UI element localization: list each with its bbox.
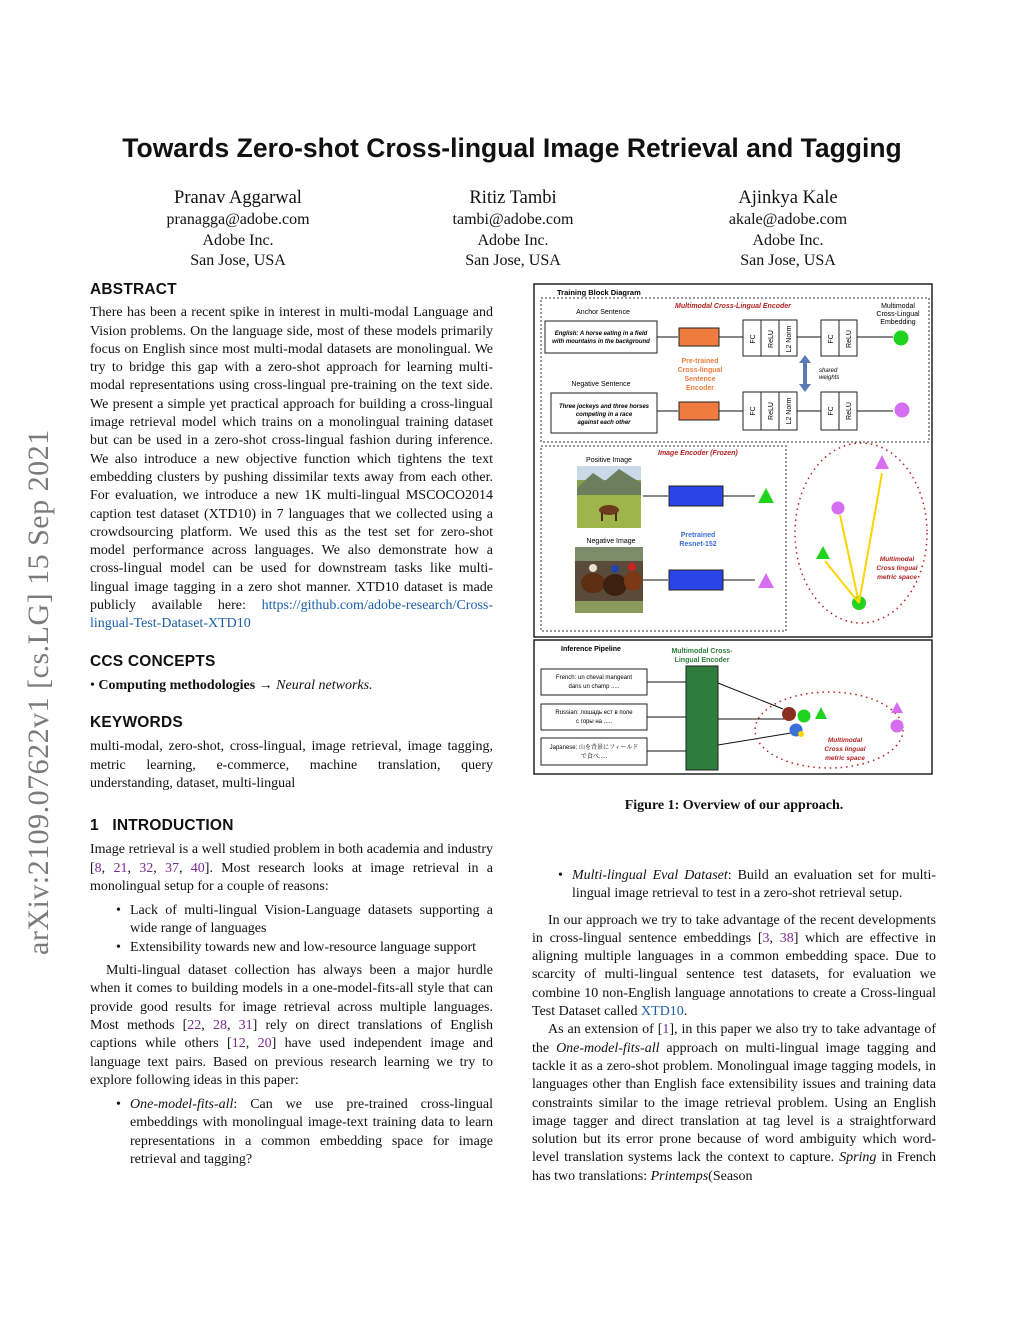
embedding-label-1: Multimodal — [881, 303, 915, 310]
citation[interactable]: 32 — [139, 860, 154, 876]
russian-text-2: с горы на ..... — [575, 719, 613, 725]
green-triangle — [758, 488, 774, 503]
infer-metric-label-3: metric space — [825, 755, 865, 762]
metric-label-2: Cross lingual — [876, 565, 918, 572]
citation[interactable]: 12 — [231, 1036, 246, 1052]
inference-title: Inference Pipeline — [561, 646, 621, 653]
citation[interactable]: 20 — [257, 1036, 272, 1052]
green-embedding-dot — [894, 331, 909, 346]
list-item: • Multi-lingual Eval Dataset: Build an evaluation set for multi-lingual image retrieval to test in a zero-shot retrieval setup. — [558, 868, 936, 902]
xtd10-link[interactable]: XTD10 — [641, 1004, 684, 1020]
overview-figure — [533, 283, 933, 775]
yellow-dot — [798, 731, 804, 737]
intro-paragraph-1: Image retrieval is a well studied problem in both academia and industry [8, 21, 32, 37, 40]. Most research looks at image retrieval in a monolingual setup for a couple of reasons: — [90, 842, 493, 894]
violet-dot — [891, 720, 904, 733]
metric-label-1: Multimodal — [879, 556, 915, 563]
resnet-label-1: Pretrained — [680, 532, 716, 539]
negative-label: Negative Sentence — [571, 381, 631, 388]
infer-metric-label-2: Cross lingual — [824, 746, 866, 753]
russian-text-1: Russian: лошадь ест в поле — [555, 710, 633, 716]
green-triangle — [815, 707, 827, 719]
encoder-block-anchor — [679, 328, 719, 346]
ideas-list — [90, 1096, 493, 1169]
arxiv-identifier: arXiv:2109.07622v1 [cs.LG] 15 Sep 2021 — [22, 429, 55, 955]
l2norm-label: L2 Norm — [786, 397, 793, 425]
author-name: Ritiz Tambi — [469, 188, 557, 208]
dataset-link[interactable]: https://github.com/adobe-research/Cross-lingual-Test-Dataset-XTD10 — [90, 598, 494, 632]
violet-triangle — [891, 702, 903, 713]
french-text-2: dans un champ ..... — [568, 684, 620, 690]
positive-image — [577, 466, 641, 528]
author-1 — [98, 186, 378, 272]
arrow — [718, 683, 783, 709]
intro-paragraph-3: In our approach we try to take advantage of the recent developments in cross-lingual sentence embeddings [3, 38] which are effective in aligning multiple languages in a common embedding space. Due to scarcity of multi-lingual sentence test datasets, for evaluation we combine 10 non-English language annotations to create a Cross-lingual Test Dataset called XTD10. — [532, 912, 937, 1020]
shared-label-1: shared — [819, 368, 838, 374]
arrow-head — [799, 384, 811, 392]
pretrained-label-4: Encoder — [685, 385, 715, 392]
author-2 — [373, 186, 653, 272]
figure-caption: Figure 1: Overview of our approach. — [624, 798, 844, 813]
arrow — [718, 733, 791, 745]
relu-label: ReLU — [768, 402, 775, 420]
abstract-heading: ABSTRACT — [90, 281, 177, 298]
author-org: Adobe Inc. — [477, 231, 549, 249]
relu-label: ReLU — [768, 330, 775, 348]
anchor-text-2: with mountains in the background — [552, 339, 650, 345]
paper-title: Towards Zero-shot Cross-lingual Image Retrieval and Tagging — [122, 133, 902, 163]
list-item: • Lack of multi-lingual Vision-Language datasets supporting a wide range of languages — [116, 903, 493, 937]
violet-triangle — [875, 455, 889, 469]
fc-label: FC — [828, 406, 835, 416]
citation[interactable]: 40 — [190, 860, 205, 876]
citation[interactable]: 38 — [779, 930, 794, 946]
citation[interactable]: 22 — [187, 1017, 202, 1033]
intro-heading: 1 INTRODUCTION — [90, 817, 234, 834]
keywords-text: multi-modal, zero-shot, cross-lingual, image retrieval, image tagging, metric learning, e-commerce, machine translation, query understanding, dataset, multi-lingual — [90, 739, 493, 791]
russian-query-box — [541, 704, 647, 730]
citation[interactable]: 37 — [165, 860, 180, 876]
pretrained-label-1: Pre-trained — [681, 358, 719, 365]
citation[interactable]: 28 — [212, 1017, 227, 1033]
l2norm-label: L2 Norm — [786, 325, 793, 353]
violet-triangle — [758, 573, 774, 588]
japanese-text-2: で食べ..... — [580, 754, 608, 760]
introduction-section — [90, 817, 493, 1169]
shared-label-2: weights — [819, 375, 840, 381]
relu-label: ReLU — [846, 402, 853, 420]
french-query-box — [541, 669, 647, 695]
fc-label: FC — [828, 334, 835, 344]
embedding-label-2: Cross-Lingual — [876, 311, 920, 318]
citation[interactable]: 8 — [94, 860, 102, 876]
author-location: San Jose, USA — [190, 252, 286, 269]
negative-image-label: Negative Image — [586, 538, 636, 545]
negative-text-2: competing in a race — [575, 412, 633, 418]
resnet-block-negative — [669, 570, 723, 590]
ccs-section — [90, 653, 493, 696]
negative-text-3: against each other — [577, 420, 631, 426]
abstract-text: There has been a recent spike in interest in multi-modal Language and Vision problems. On the language side, most of these models primarily focus on English since most multi-modal datasets are monolingual. We try to bridge this gap with a zero-shot approach for learning multi-modal representations using cross-lingual pre-training on the text side. We present a simple yet practical approach for building a cross-lingual image retrieval model which trains on a monolingual training dataset but can be used in a zero-shot cross-lingual fashion during inference. We also introduce a new objective function which tightens the text embedding clusters by pushing dissimilar texts away from each other. For evaluation, we introduce a new 1K multi-lingual MSCOCO2014 caption test dataset (XTD10) in 7 languages that we collected using a crowdsourcing platform. We used this as the test set for zero-shot model performance across languages. We also demonstrate how a cross-lingual model can be used for downstream tasks like multi-lingual image tagging in a zero shot manner. XTD10 dataset is made publicly available here: https://github.com/adobe-research/Cross-lingual-Test-Dataset-XTD10 — [90, 305, 494, 632]
reasons-list — [90, 902, 493, 957]
embedding-label-3: Embedding — [880, 319, 916, 326]
resnet-block-positive — [669, 486, 723, 506]
author-name: Pranav Aggarwal — [174, 188, 302, 208]
citation[interactable]: 3 — [762, 930, 770, 946]
citation[interactable]: 21 — [113, 860, 128, 876]
abstract-section — [90, 281, 493, 634]
ideas-list-continued — [532, 867, 936, 904]
metric-label-3: metric space — [877, 574, 917, 581]
infer-encoder-label-1: Multimodal Cross- — [671, 648, 733, 655]
author-org: Adobe Inc. — [202, 231, 274, 249]
list-item: • One-model-fits-all: Can we use pre-trained cross-lingual embeddings with monolingual image-text training data to learn representations in a common embedding space for image retrieval and tagging? — [116, 1097, 493, 1168]
author-location: San Jose, USA — [465, 252, 561, 269]
author-3 — [648, 186, 928, 272]
pretrained-label-2: Cross-lingual — [677, 367, 723, 374]
violet-dot — [832, 502, 845, 515]
ccs-text: • Computing methodologies → Neural networks. — [90, 678, 373, 694]
mce-label: Multimodal Cross-Lingual Encoder — [675, 303, 791, 310]
citation[interactable]: 1 — [662, 1022, 670, 1038]
keywords-heading: KEYWORDS — [90, 714, 183, 731]
anchor-text-1: English: A horse eating in a field — [554, 331, 648, 337]
anchor-label: Anchor Sentence — [576, 309, 630, 316]
fc-label: FC — [750, 334, 757, 344]
author-email: tambi@adobe.com — [452, 211, 574, 228]
encoder-block-negative — [679, 402, 719, 420]
citation[interactable]: 31 — [238, 1017, 253, 1033]
image-encoder-label: Image Encoder (Frozen) — [658, 450, 738, 457]
match-dot — [798, 710, 811, 723]
french-text-1: French: un cheval mangeant — [555, 675, 633, 681]
inference-encoder-block — [686, 666, 718, 770]
negative-image — [575, 547, 643, 613]
positive-image-label: Positive Image — [586, 457, 632, 464]
japanese-query-box — [541, 738, 647, 765]
list-item: • Extensibility towards new and low-resource language support — [116, 939, 477, 955]
infer-metric-label-1: Multimodal — [827, 737, 863, 744]
fc-label: FC — [750, 406, 757, 416]
pretrained-label-3: Sentence — [684, 376, 716, 383]
french-dot — [782, 707, 796, 721]
relu-label: ReLU — [846, 330, 853, 348]
yellow-arrow — [859, 473, 882, 603]
author-location: San Jose, USA — [740, 252, 836, 269]
violet-embedding-dot — [895, 403, 910, 418]
ccs-heading: CCS CONCEPTS — [90, 653, 216, 670]
resnet-label-2: Resnet-152 — [679, 541, 717, 548]
author-org: Adobe Inc. — [752, 231, 824, 249]
green-triangle — [816, 546, 830, 559]
intro-paragraph-4: As an extension of [1], in this paper we also try to take advantage of the One-model-fits-all approach on multi-lingual image tagging and tackle it as a zero-shot problem. Monolingual image tagging models, in languages other than English face extensibility issues and training data constraints similar to the image retrieval problem. Using an English image tagger and direct translation at tag level is a straightforward solution but its error prone because of word ambiguity which word-level translation systems lack the context to capture. Spring in French has two translations: Printemps(Season — [532, 1022, 936, 1184]
infer-encoder-label-2: Lingual Encoder — [674, 657, 730, 664]
anchor-sentence-box — [545, 321, 657, 353]
training-title: Training Block Diagram — [557, 288, 641, 297]
japanese-text-1: Japanese: 山を背景にフィールド — [549, 745, 639, 751]
intro-continued — [532, 867, 936, 1186]
keywords-section — [90, 714, 493, 793]
author-email: akale@adobe.com — [728, 211, 848, 228]
intro-paragraph-2: Multi-lingual dataset collection has always been a major hurdle when it comes to building models in a one-model-fits-all style that can provide good results for image retrieval across multiple languages. Most methods [22, 28, 31] rely on direct translations of English captions while others [12, 20] have used independent image and language text pairs. Based on previous research learning we try to explore following ideas in this paper: — [90, 963, 494, 1088]
author-email: pranagga@adobe.com — [166, 211, 310, 228]
negative-text-1: Three jockeys and three horses — [558, 404, 650, 410]
author-name: Ajinkya Kale — [738, 188, 838, 208]
arrow-head — [799, 355, 811, 363]
